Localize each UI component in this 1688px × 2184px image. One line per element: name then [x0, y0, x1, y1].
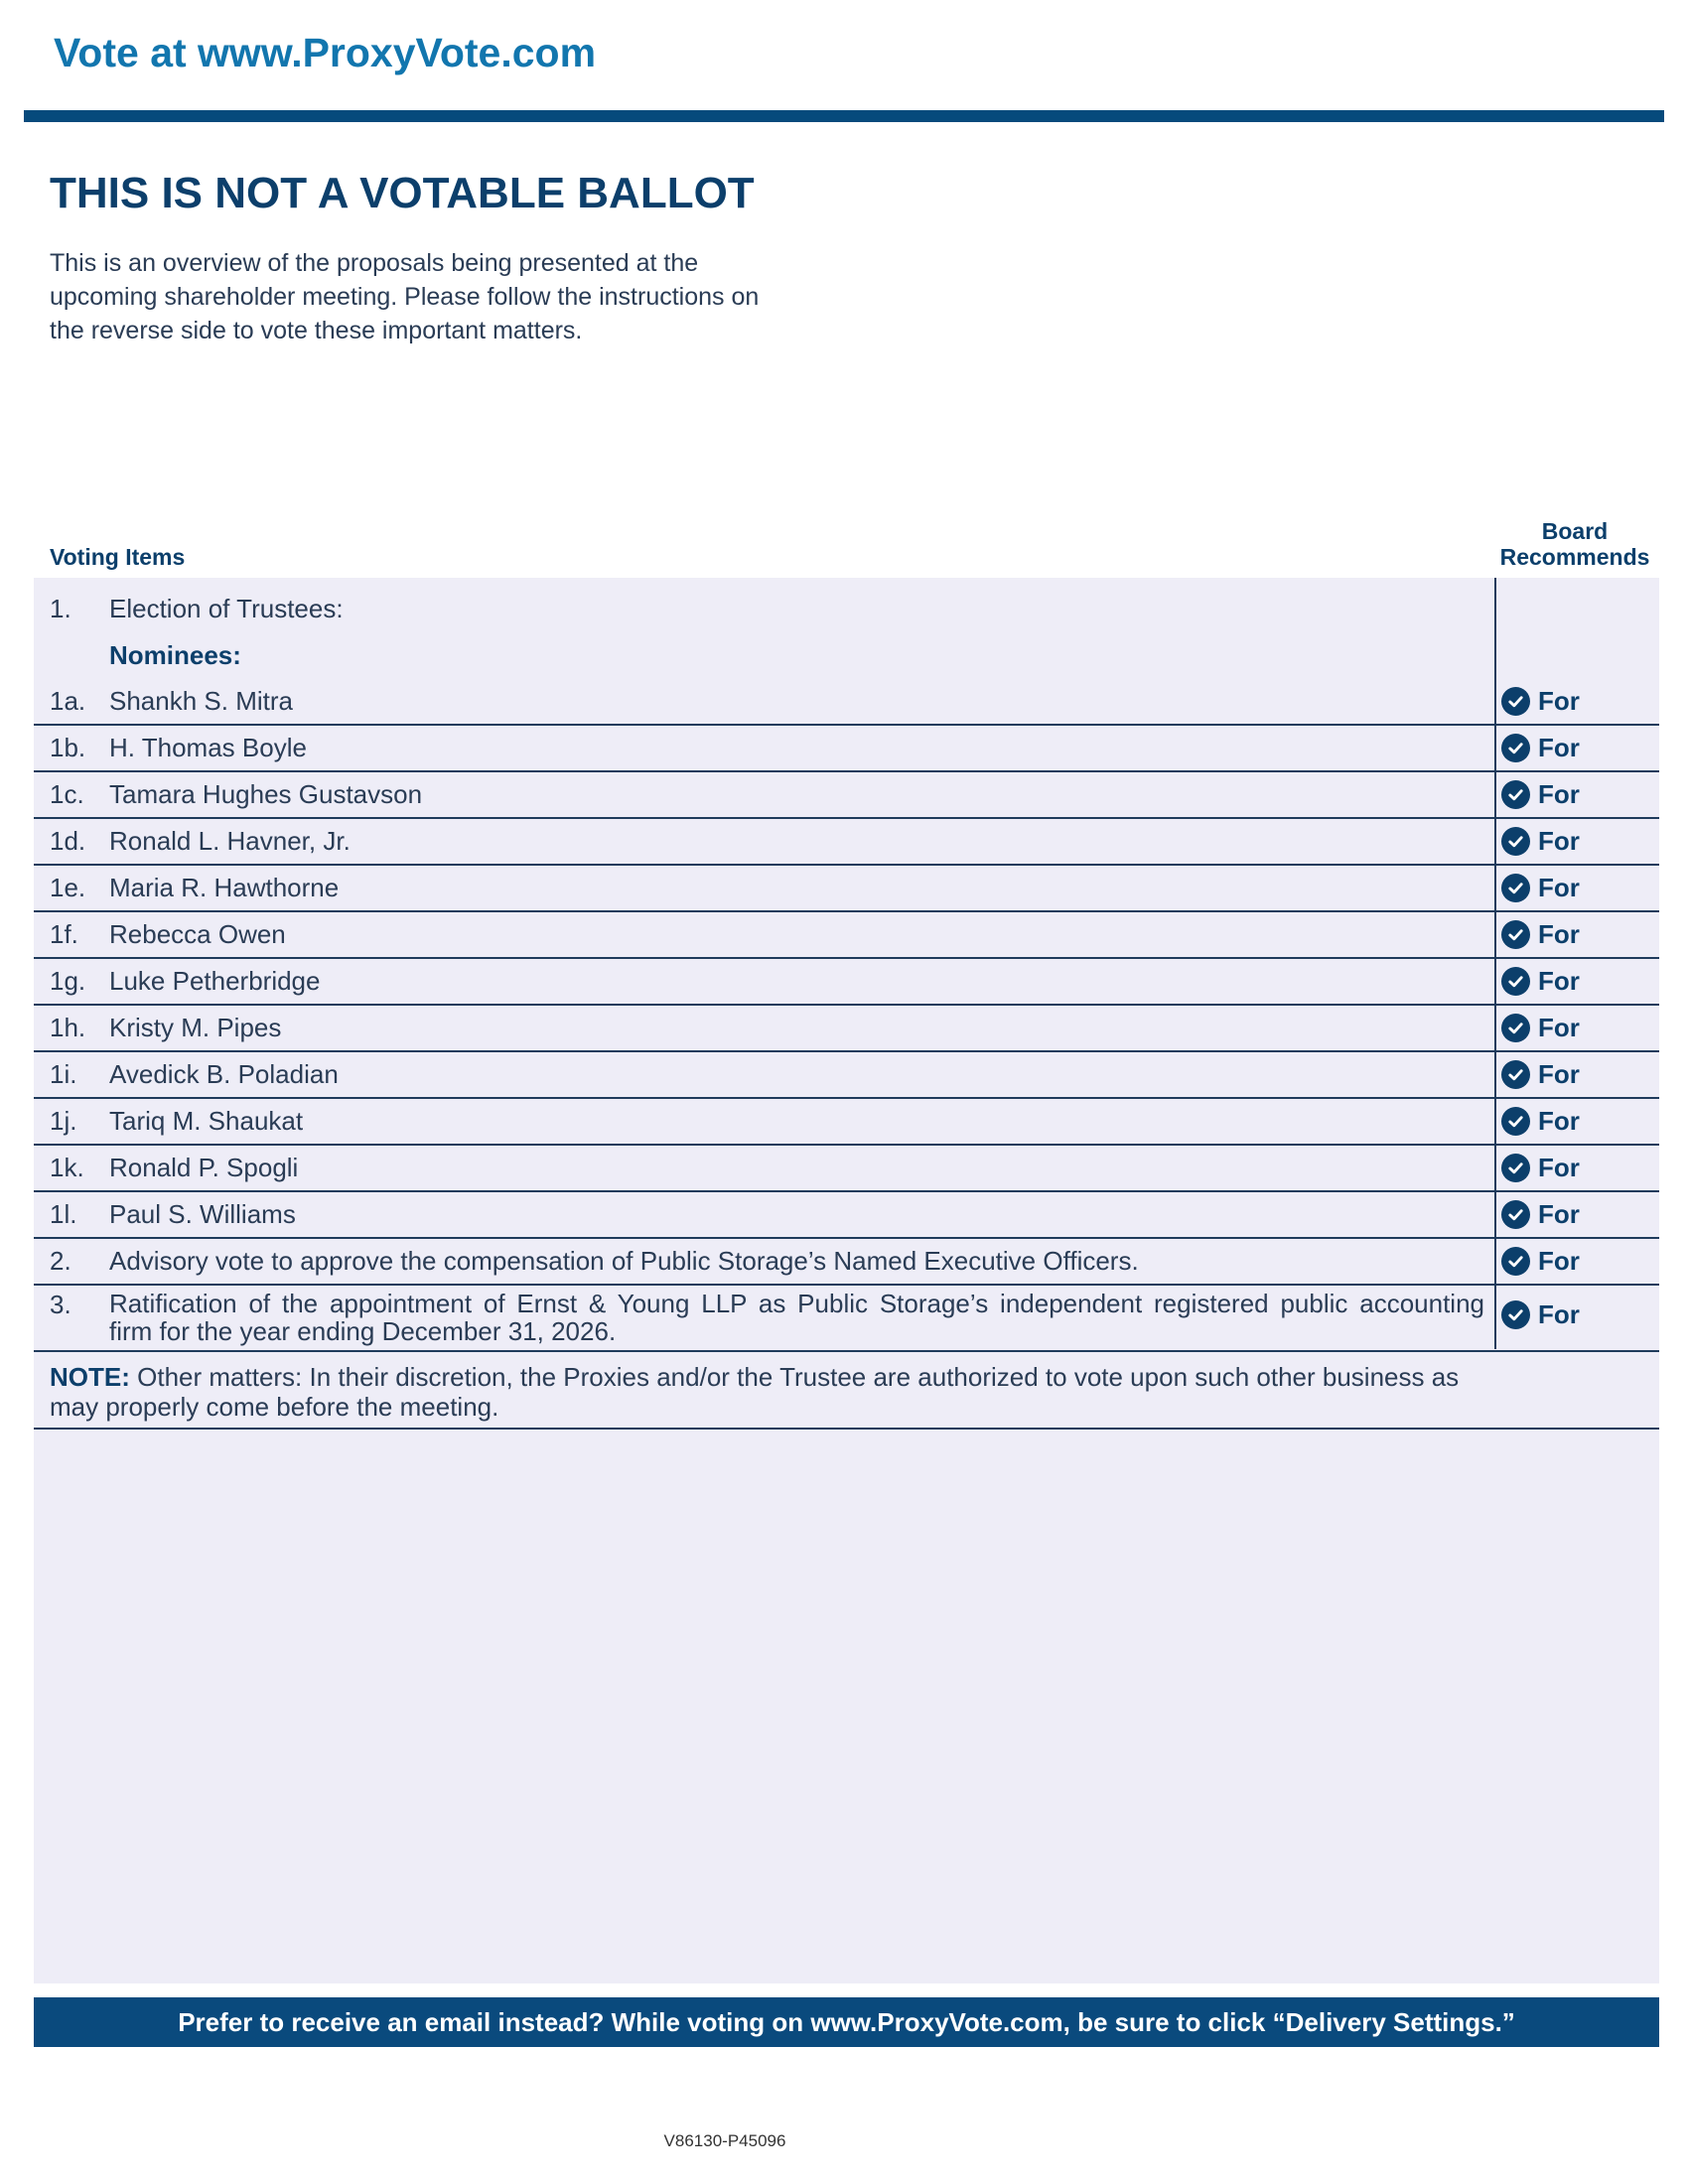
voting-row [34, 1146, 1659, 1192]
nominees-label: Nominees: [109, 640, 241, 670]
recommendation-label: For [1538, 1199, 1580, 1229]
item-text: Ronald L. Havner, Jr. [109, 826, 351, 856]
check-circle-icon [1501, 1060, 1530, 1089]
check-circle-icon [1501, 1300, 1530, 1329]
board-recommendation [1501, 966, 1580, 997]
item-number: 2. [50, 1246, 71, 1276]
item-number: 1d. [50, 826, 86, 856]
check-circle-icon [1501, 1014, 1530, 1042]
board-recommendation [1501, 873, 1580, 903]
item-number: 1i. [50, 1059, 77, 1089]
voting-items-header: Voting Items [50, 544, 186, 570]
board-recommendation [1501, 919, 1580, 950]
intro-line: the reverse side to vote these important matters. [50, 317, 583, 344]
note-line: Other matters: In their discretion, the Proxies and/or the Trustee are authorized to vote upon such other business as [137, 1362, 1460, 1392]
board-recommendation [1501, 733, 1580, 763]
delivery-settings-banner: Prefer to receive an email instead? While voting on www.ProxyVote.com, be sure to click “Delivery Settings.” [34, 1997, 1659, 2047]
board-recommendation [1501, 826, 1580, 857]
header-rule [24, 110, 1664, 122]
board-recommendation [1501, 1153, 1580, 1183]
item-text: Tamara Hughes Gustavson [109, 779, 423, 809]
recommendation-label: For [1538, 1013, 1580, 1042]
intro-text [50, 246, 844, 347]
item-text: Paul S. Williams [109, 1199, 296, 1229]
recommendation-label: For [1538, 686, 1580, 716]
note-label: NOTE: [50, 1362, 130, 1392]
item-number: 1g. [50, 966, 86, 996]
check-circle-icon [1501, 827, 1530, 856]
check-circle-icon [1501, 1107, 1530, 1136]
voting-row [34, 912, 1659, 959]
check-circle-icon [1501, 1154, 1530, 1182]
item-text: Rebecca Owen [109, 919, 286, 949]
header-title: Vote at www.ProxyVote.com [54, 30, 597, 75]
voting-row [34, 772, 1659, 819]
item-number: 1a. [50, 686, 86, 716]
item-text: H. Thomas Boyle [109, 733, 307, 762]
check-circle-icon [1501, 920, 1530, 949]
board-recommendation [1501, 1246, 1580, 1277]
recommendation-label: For [1538, 779, 1580, 809]
check-circle-icon [1501, 967, 1530, 996]
item-row-1 [34, 594, 1659, 627]
voting-row [34, 866, 1659, 912]
item-row-3 [34, 1282, 1659, 1352]
item-text: Avedick B. Poladian [109, 1059, 339, 1089]
board-recommendation [1501, 1013, 1580, 1043]
voting-row [34, 1239, 1659, 1286]
item-text [109, 1290, 1484, 1345]
voting-row [34, 1006, 1659, 1052]
note-text [50, 1362, 1519, 1422]
item-number: 1. [50, 594, 71, 623]
voting-row [34, 1099, 1659, 1146]
intro-line: This is an overview of the proposals being presented at the [50, 249, 699, 277]
item-text: Maria R. Hawthorne [109, 873, 340, 902]
voting-row [34, 726, 1659, 772]
recommendation-label: For [1538, 1059, 1580, 1089]
voting-row [34, 959, 1659, 1006]
board-recommendation [1501, 779, 1580, 810]
item-text: Advisory vote to approve the compensation of Public Storage’s Named Executive Officers. [109, 1246, 1139, 1276]
item-number: 3. [50, 1290, 71, 1319]
recommendation-label: For [1538, 826, 1580, 856]
recommendation-label: For [1538, 919, 1580, 949]
check-circle-icon [1501, 687, 1530, 716]
voting-row [34, 1052, 1659, 1099]
recommendation-label: For [1538, 1106, 1580, 1136]
item-text-line: Ratification of the appointment of Ernst & Young LLP as Public Storage’s independent registered public accounting [109, 1289, 1484, 1318]
nominees-row [34, 640, 1659, 674]
item-number: 1l. [50, 1199, 77, 1229]
item-number: 1b. [50, 733, 86, 762]
recommendation-label: For [1538, 873, 1580, 902]
check-circle-icon [1501, 1247, 1530, 1276]
recommendation-label: For [1538, 1153, 1580, 1182]
board-recommendation [1501, 1106, 1580, 1137]
recommendation-label: For [1538, 966, 1580, 996]
recommendation-label: For [1538, 1299, 1580, 1329]
board-recommendation [1501, 1059, 1580, 1090]
recommends-header-line: Recommends [1499, 544, 1650, 570]
item-text: Shankh S. Mitra [109, 686, 293, 716]
item-text-line: firm for the year ending December 31, 2026. [109, 1316, 617, 1346]
check-circle-icon [1501, 780, 1530, 809]
check-circle-icon [1501, 874, 1530, 902]
voting-row [34, 1192, 1659, 1239]
intro-line: upcoming shareholder meeting. Please follow the instructions on [50, 283, 760, 311]
ballot-title: THIS IS NOT A VOTABLE BALLOT [50, 169, 755, 217]
item-number: 1k. [50, 1153, 84, 1182]
board-recommendation [1501, 1299, 1580, 1330]
board-recommendation [1501, 1199, 1580, 1230]
item-text: Luke Petherbridge [109, 966, 321, 996]
item-number: 1j. [50, 1106, 77, 1136]
voting-row [34, 679, 1659, 726]
item-number: 1c. [50, 779, 84, 809]
voting-row [34, 819, 1659, 866]
recommendation-label: For [1538, 733, 1580, 762]
document-code: V86130-P45096 [663, 2131, 786, 2150]
board-recommends-header [1485, 518, 1664, 570]
recommendation-label: For [1538, 1246, 1580, 1276]
check-circle-icon [1501, 1200, 1530, 1229]
item-text: Kristy M. Pipes [109, 1013, 282, 1042]
note-row [34, 1352, 1659, 1430]
note-line: may properly come before the meeting. [50, 1392, 499, 1422]
board-header-line: Board [1541, 518, 1609, 544]
check-circle-icon [1501, 734, 1530, 762]
item-text: Ronald P. Spogli [109, 1153, 299, 1182]
item-text: Tariq M. Shaukat [109, 1106, 304, 1136]
item-number: 1f. [50, 919, 78, 949]
item-text: Election of Trustees: [109, 594, 344, 623]
item-number: 1h. [50, 1013, 86, 1042]
item-number: 1e. [50, 873, 86, 902]
board-recommendation [1501, 686, 1580, 717]
